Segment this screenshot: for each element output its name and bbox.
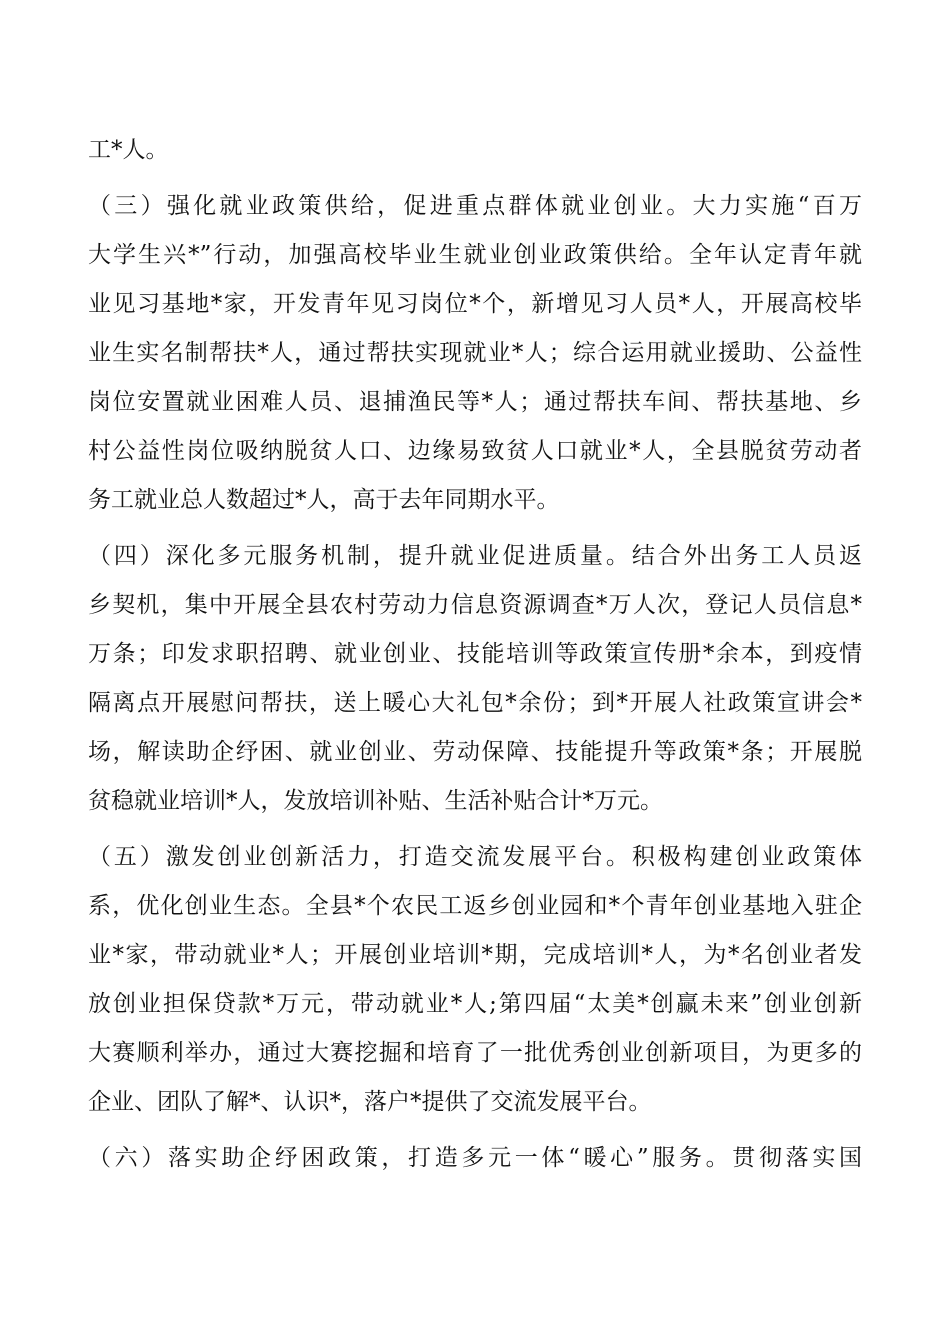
- text-line: 大赛顺利举办，通过大赛挖掘和培育了一批优秀创业创新项目，为更多的: [88, 1040, 862, 1066]
- text-line: 企业、团队了解*、认识*，落户*提供了交流发展平台。: [88, 1089, 652, 1115]
- text-line: 业见习基地*家，开发青年见习岗位*个，新增见习人员*人，开展高校毕: [88, 291, 862, 317]
- section-five-heading-line: （五）激发创业创新活力，打造交流发展平台。积极构建创业政策体: [88, 844, 862, 870]
- text-line: 大学生兴*”行动，加强高校毕业生就业创业政策供给。全年认定青年就: [88, 242, 862, 268]
- text-line: 系，优化创业生态。全县*个农民工返乡创业园和*个青年创业基地入驻企: [88, 893, 862, 919]
- section-four-heading-line: （四）深化多元服务机制，提升就业促进质量。结合外出务工人员返: [88, 543, 862, 569]
- text-line: 村公益性岗位吸纳脱贫人口、边缘易致贫人口就业*人，全县脱贫劳动者: [88, 438, 862, 464]
- text-line: 万条；印发求职招聘、就业创业、技能培训等政策宣传册*余本，到疫情: [88, 641, 862, 667]
- section-three-heading-line: （三）强化就业政策供给，促进重点群体就业创业。大力实施“百万: [88, 193, 862, 219]
- text-line: 业*家，带动就业*人；开展创业培训*期，完成培训*人，为*名创业者发: [88, 942, 862, 968]
- text-line: 业生实名制帮扶*人，通过帮扶实现就业*人；综合运用就业援助、公益性: [88, 340, 862, 366]
- text-line: 工*人。: [88, 137, 169, 163]
- text-line: 岗位安置就业困难人员、退捕渔民等*人；通过帮扶车间、帮扶基地、乡: [88, 389, 862, 415]
- text-line: 场，解读助企纾困、就业创业、劳动保障、技能提升等政策*条；开展脱: [88, 739, 862, 765]
- section-six-heading-line: （六）落实助企纾困政策，打造多元一体“暖心”服务。贯彻落实国: [88, 1145, 862, 1171]
- text-line: 贫稳就业培训*人，发放培训补贴、生活补贴合计*万元。: [88, 788, 663, 814]
- text-line: 放创业担保贷款*万元，带动就业*人;第四届“太美*创赢未来”创业创新: [88, 991, 862, 1017]
- text-line: 隔离点开展慰问帮扶，送上暖心大礼包*余份；到*开展人社政策宣讲会*: [88, 690, 862, 716]
- text-line: 务工就业总人数超过*人，高于去年同期水平。: [88, 487, 560, 513]
- text-line: 乡契机，集中开展全县农村劳动力信息资源调查*万人次，登记人员信息*: [88, 592, 862, 618]
